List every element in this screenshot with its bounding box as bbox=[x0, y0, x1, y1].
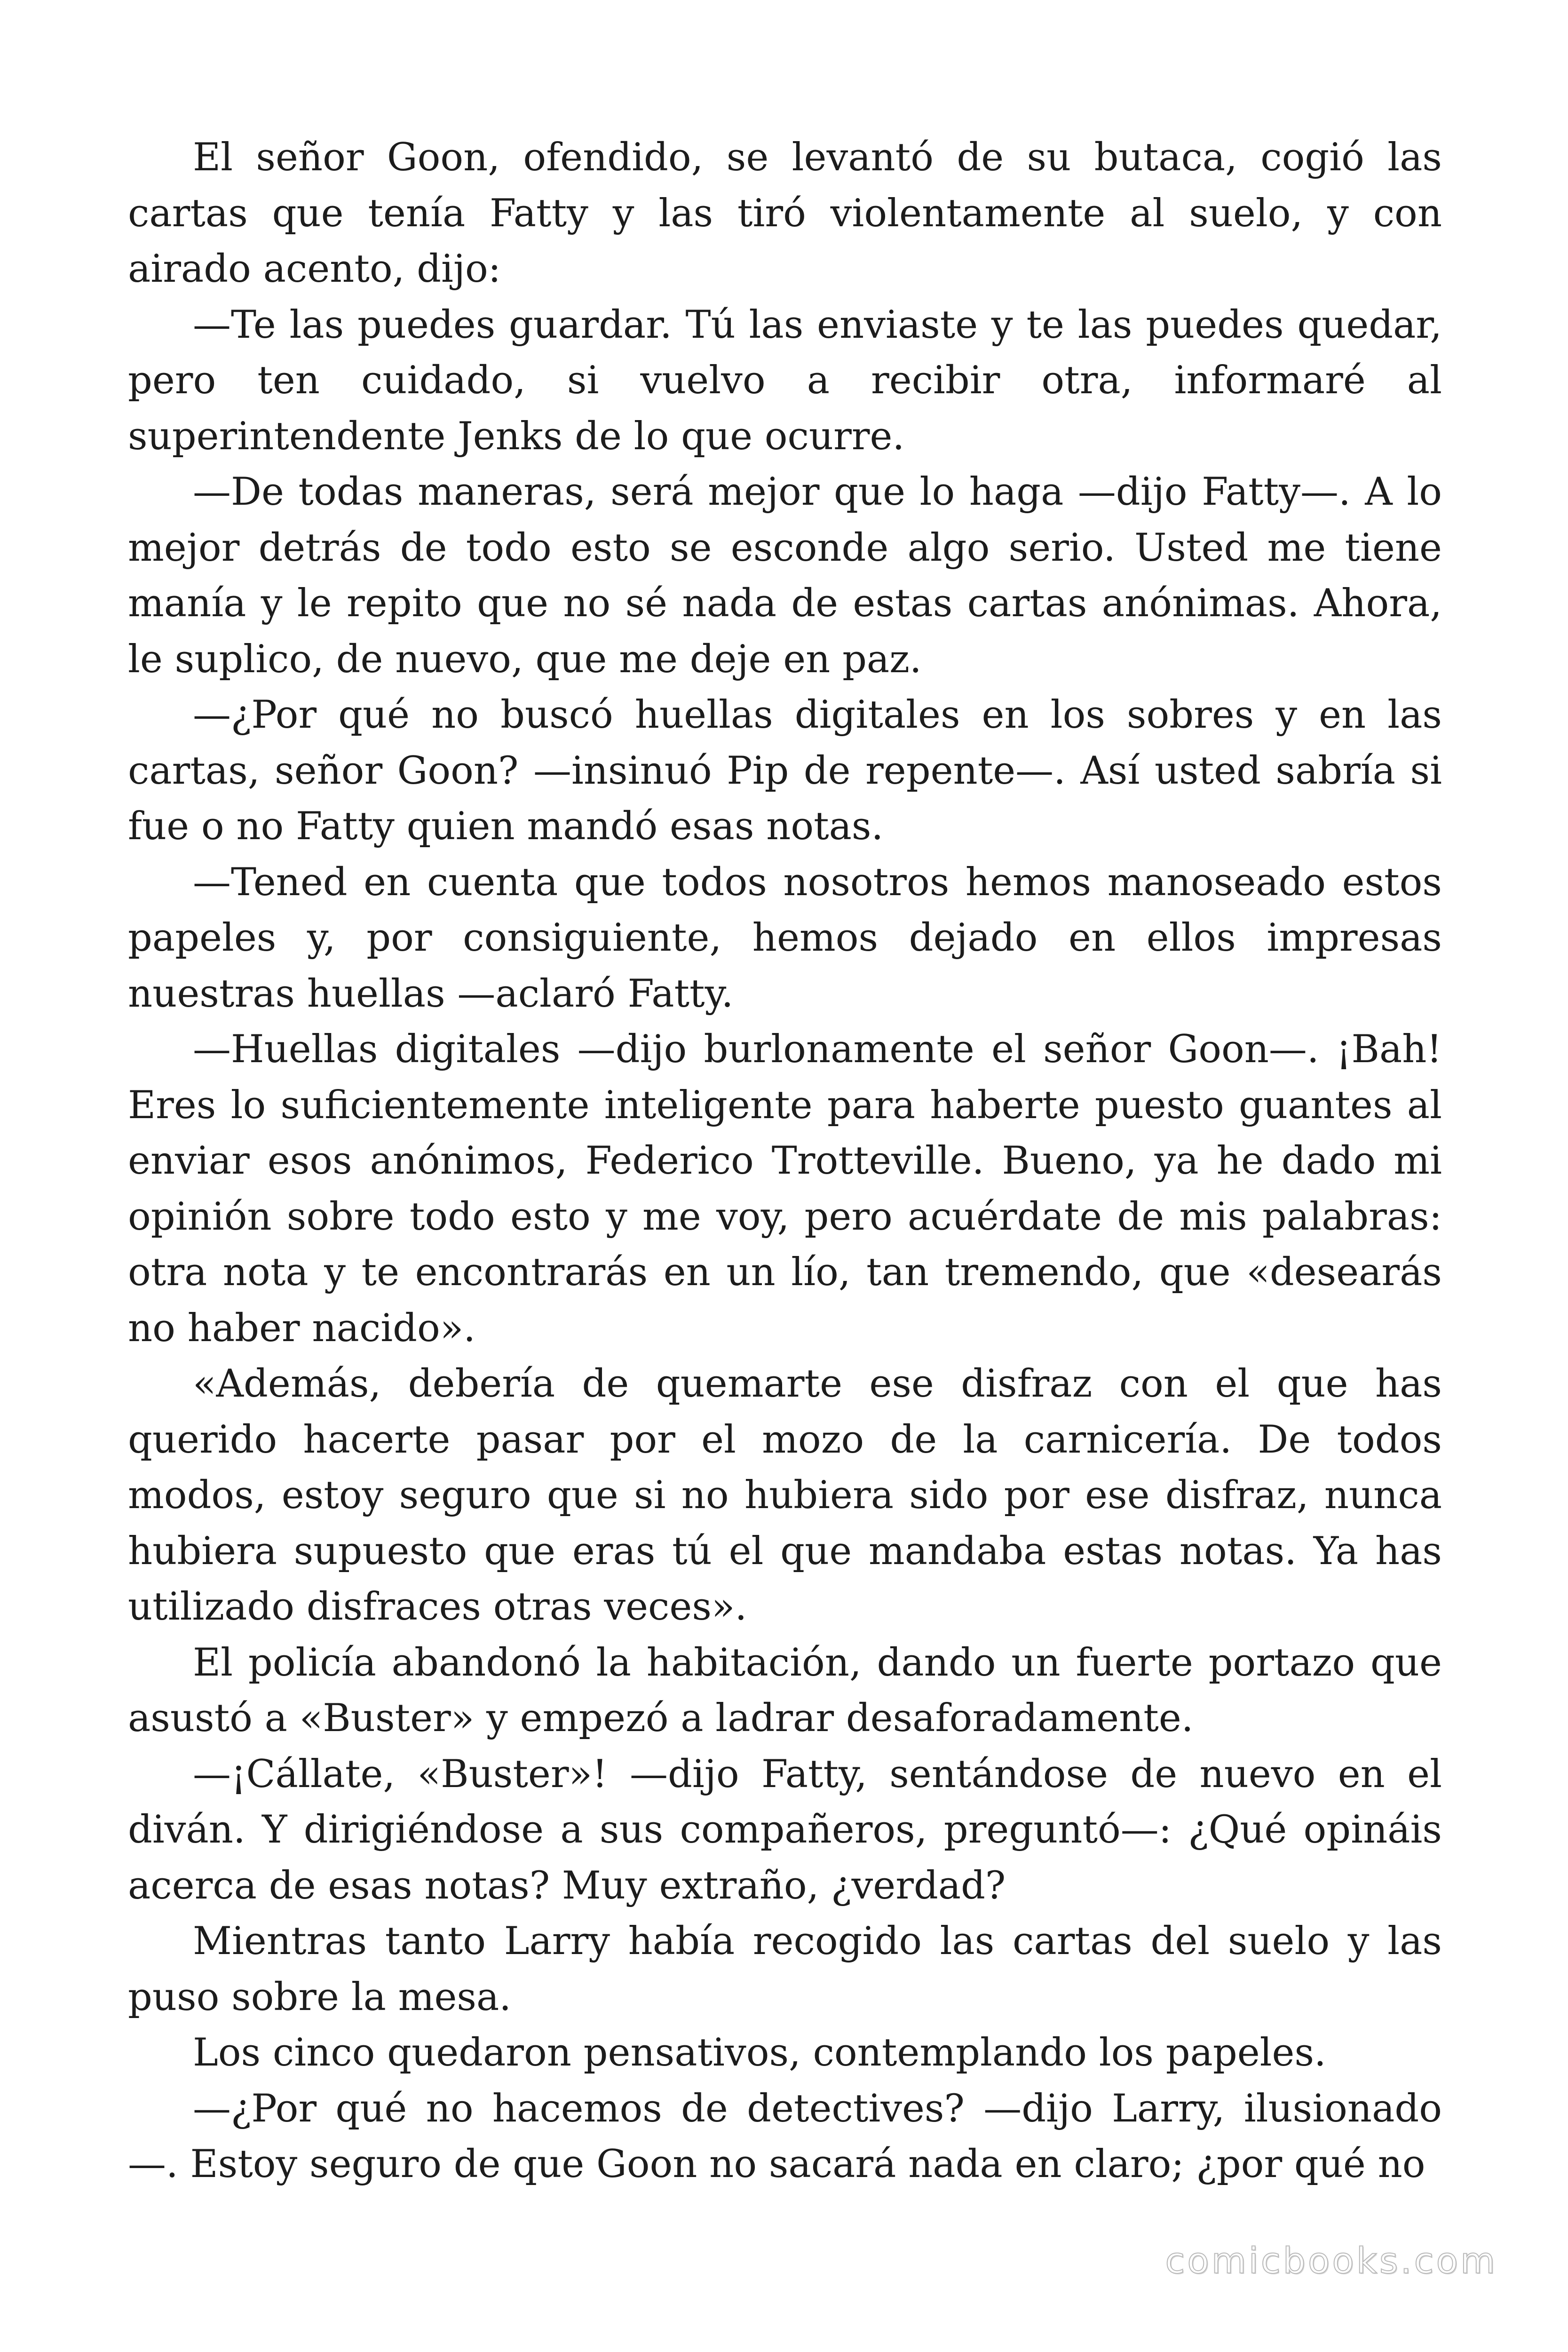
paragraph: —¿Por qué no buscó huellas digitales en los sobres y en las cartas, señor Goon? —insinuó Pip de repente—. Así usted sabría si fue o no Fatty quien mandó esas notas. bbox=[128, 693, 1442, 849]
paragraph: Mientras tanto Larry había recogido las cartas del suelo y las puso sobre la mesa. bbox=[128, 1919, 1442, 2019]
paragraph: —Huellas digitales —dijo burlonamente el señor Goon—. ¡Bah! Eres lo suficientemente inteligente para haberte puesto guantes al enviar esos anónimos, Federico Trotteville. Bueno, ya he dado mi opinión sobre todo esto y me voy, pero acuérdate de mis palabras: otra nota y te encontrarás en un lío, tan tremendo, que «desearás no haber nacido». bbox=[128, 1027, 1442, 1351]
page-body-text bbox=[128, 130, 1442, 2193]
paragraph: «Además, debería de quemarte ese disfraz con el que has querido hacerte pasar por el mozo de la carnicería. De todos modos, estoy seguro que si no hubiera sido por ese disfraz, nunca hubiera supuesto que eras tú el que mandaba estas notas. Ya has utilizado disfraces otras veces». bbox=[128, 1362, 1442, 1629]
paragraph: Los cinco quedaron pensativos, contemplando los papeles. bbox=[193, 2031, 1326, 2075]
paragraph: El policía abandonó la habitación, dando un fuerte portazo que asustó a «Buster» y empezó a ladrar desaforadamente. bbox=[128, 1640, 1442, 1740]
paragraph: El señor Goon, ofendido, se levantó de su butaca, cogió las cartas que tenía Fatty y las tiró violentamente al suelo, y con airado acento, dijo: bbox=[128, 135, 1442, 291]
watermark: comicbooks.com bbox=[1165, 2240, 1497, 2281]
paragraph: —Te las puedes guardar. Tú las enviaste y te las puedes quedar, pero ten cuidado, si vuelvo a recibir otra, informaré al superintendente Jenks de lo que ocurre. bbox=[128, 302, 1442, 459]
paragraph: —De todas maneras, será mejor que lo haga —dijo Fatty—. A lo mejor detrás de todo esto se esconde algo serio. Usted me tiene manía y le repito que no sé nada de estas cartas anónimas. Ahora, le suplico, de nuevo, que me deje en paz. bbox=[128, 470, 1442, 682]
paragraph: —¿Por qué no hacemos de detectives? —dijo Larry, ilusionado —. Estoy seguro de que Goon no sacará nada en claro; ¿por qué no bbox=[128, 2086, 1442, 2186]
paragraph: —Tened en cuenta que todos nosotros hemos manoseado estos papeles y, por consiguiente, hemos dejado en ellos impresas nuestras huellas —aclaró Fatty. bbox=[128, 860, 1442, 1016]
paragraph: —¡Cállate, «Buster»! —dijo Fatty, sentándose de nuevo en el diván. Y dirigiéndose a sus compañeros, preguntó—: ¿Qué opináis acerca de esas notas? Muy extraño, ¿verdad? bbox=[128, 1752, 1442, 1908]
